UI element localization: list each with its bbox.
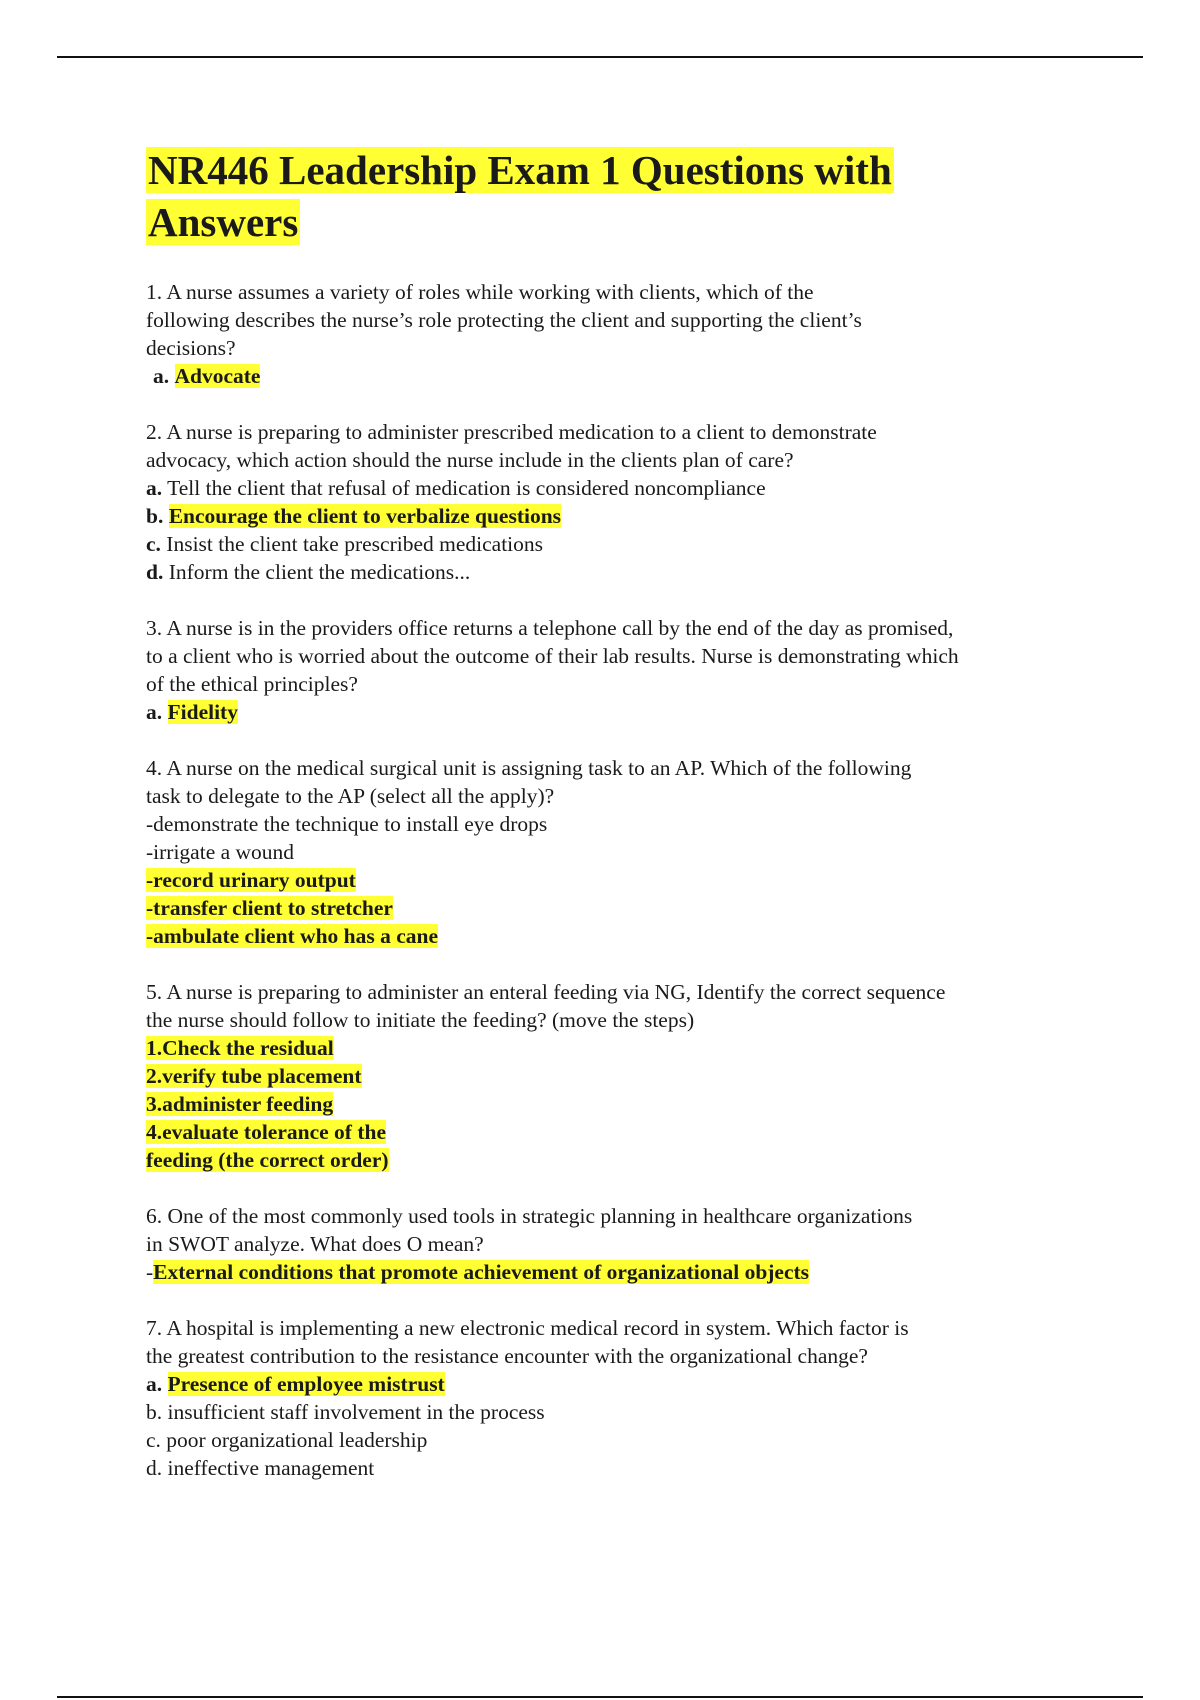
document-body	[146, 144, 1066, 1510]
question-text: 1. A nurse assumes a variety of roles while working with clients, which of the	[146, 280, 814, 304]
option-letter: b.	[146, 504, 164, 528]
option-text: poor organizational leadership	[166, 1428, 428, 1452]
question-3	[146, 614, 1066, 726]
answer-option-correct	[146, 362, 1066, 390]
option-text: Encourage the client to verbalize questions	[168, 504, 562, 528]
option-text: insufficient staff involvement in the process	[167, 1400, 545, 1424]
option-letter: b.	[146, 1400, 163, 1424]
question-text: following describes the nurse’s role protecting the client and supporting the client’s	[146, 308, 862, 332]
answer-option-correct	[146, 1258, 1066, 1286]
question-text: 7. A hospital is implementing a new electronic medical record in system. Which factor is	[146, 1316, 909, 1340]
answer-option	[146, 530, 1066, 558]
option-letter: d.	[146, 1456, 163, 1480]
question-text: decisions?	[146, 336, 236, 360]
question-1	[146, 278, 1066, 390]
option-letter: a.	[153, 364, 170, 388]
answer-option	[146, 1454, 1066, 1482]
question-text: the greatest contribution to the resistance encounter with the organizational change?	[146, 1344, 868, 1368]
option-text: ineffective management	[167, 1456, 375, 1480]
footer-rule	[57, 1696, 1143, 1698]
question-5	[146, 978, 1066, 1174]
question-7	[146, 1314, 1066, 1482]
question-2	[146, 418, 1066, 586]
answer-option-correct	[146, 502, 1066, 530]
option-text: Inform the client the medications...	[168, 560, 471, 584]
option-text: Insist the client take prescribed medications	[166, 532, 544, 556]
distractor-item: -irrigate a wound	[146, 840, 295, 864]
correct-answer-item: -transfer client to stretcher	[146, 896, 393, 920]
title-line-1: NR446 Leadership Exam 1 Questions with	[148, 147, 892, 193]
question-text: of the ethical principles?	[146, 672, 358, 696]
question-text: in SWOT analyze. What does O mean?	[146, 1232, 484, 1256]
sequence-step: 2.verify tube placement	[146, 1064, 362, 1088]
title-line-2: Answers	[148, 199, 299, 245]
answer-option-correct	[146, 698, 1066, 726]
header-rule	[57, 56, 1143, 58]
answer-prefix: -	[146, 1260, 154, 1284]
answer-option	[146, 558, 1066, 586]
correct-answer-item: -ambulate client who has a cane	[146, 924, 439, 948]
option-text: External conditions that promote achievement of organizational objects	[153, 1260, 810, 1284]
question-text: 5. A nurse is preparing to administer an enteral feeding via NG, Identify the correct sequence	[146, 980, 946, 1004]
option-letter: a.	[146, 1372, 163, 1396]
sequence-step: 1.Check the residual	[146, 1036, 334, 1060]
document-title	[146, 144, 1066, 248]
answer-option	[146, 1398, 1066, 1426]
option-letter: c.	[146, 532, 161, 556]
option-text: Presence of employee mistrust	[167, 1372, 445, 1396]
option-text: Advocate	[174, 364, 261, 388]
option-text: Fidelity	[167, 700, 238, 724]
question-text: 6. One of the most commonly used tools in strategic planning in healthcare organizations	[146, 1204, 913, 1228]
distractor-item: -demonstrate the technique to install eye drops	[146, 812, 548, 836]
question-text: 2. A nurse is preparing to administer prescribed medication to a client to demonstrate	[146, 420, 877, 444]
question-text: 3. A nurse is in the providers office returns a telephone call by the end of the day as promised,	[146, 616, 954, 640]
question-text: advocacy, which action should the nurse include in the clients plan of care?	[146, 448, 794, 472]
question-text: to a client who is worried about the outcome of their lab results. Nurse is demonstrating which	[146, 644, 959, 668]
answer-option	[146, 474, 1066, 502]
sequence-step: 4.evaluate tolerance of the	[146, 1120, 387, 1144]
option-text: Tell the client that refusal of medication is considered noncompliance	[167, 476, 766, 500]
question-text: 4. A nurse on the medical surgical unit is assigning task to an AP. Which of the following	[146, 756, 912, 780]
option-letter: d.	[146, 560, 164, 584]
option-letter: c.	[146, 1428, 161, 1452]
question-4	[146, 754, 1066, 950]
sequence-step: feeding (the correct order)	[146, 1148, 389, 1172]
option-letter: a.	[146, 700, 163, 724]
answer-option-correct	[146, 1370, 1066, 1398]
option-letter: a.	[146, 476, 163, 500]
answer-option	[146, 1426, 1066, 1454]
correct-answer-item: -record urinary output	[146, 868, 356, 892]
question-text: the nurse should follow to initiate the feeding? (move the steps)	[146, 1008, 695, 1032]
sequence-step: 3.administer feeding	[146, 1092, 334, 1116]
question-6	[146, 1202, 1066, 1286]
question-text: task to delegate to the AP (select all the apply)?	[146, 784, 555, 808]
